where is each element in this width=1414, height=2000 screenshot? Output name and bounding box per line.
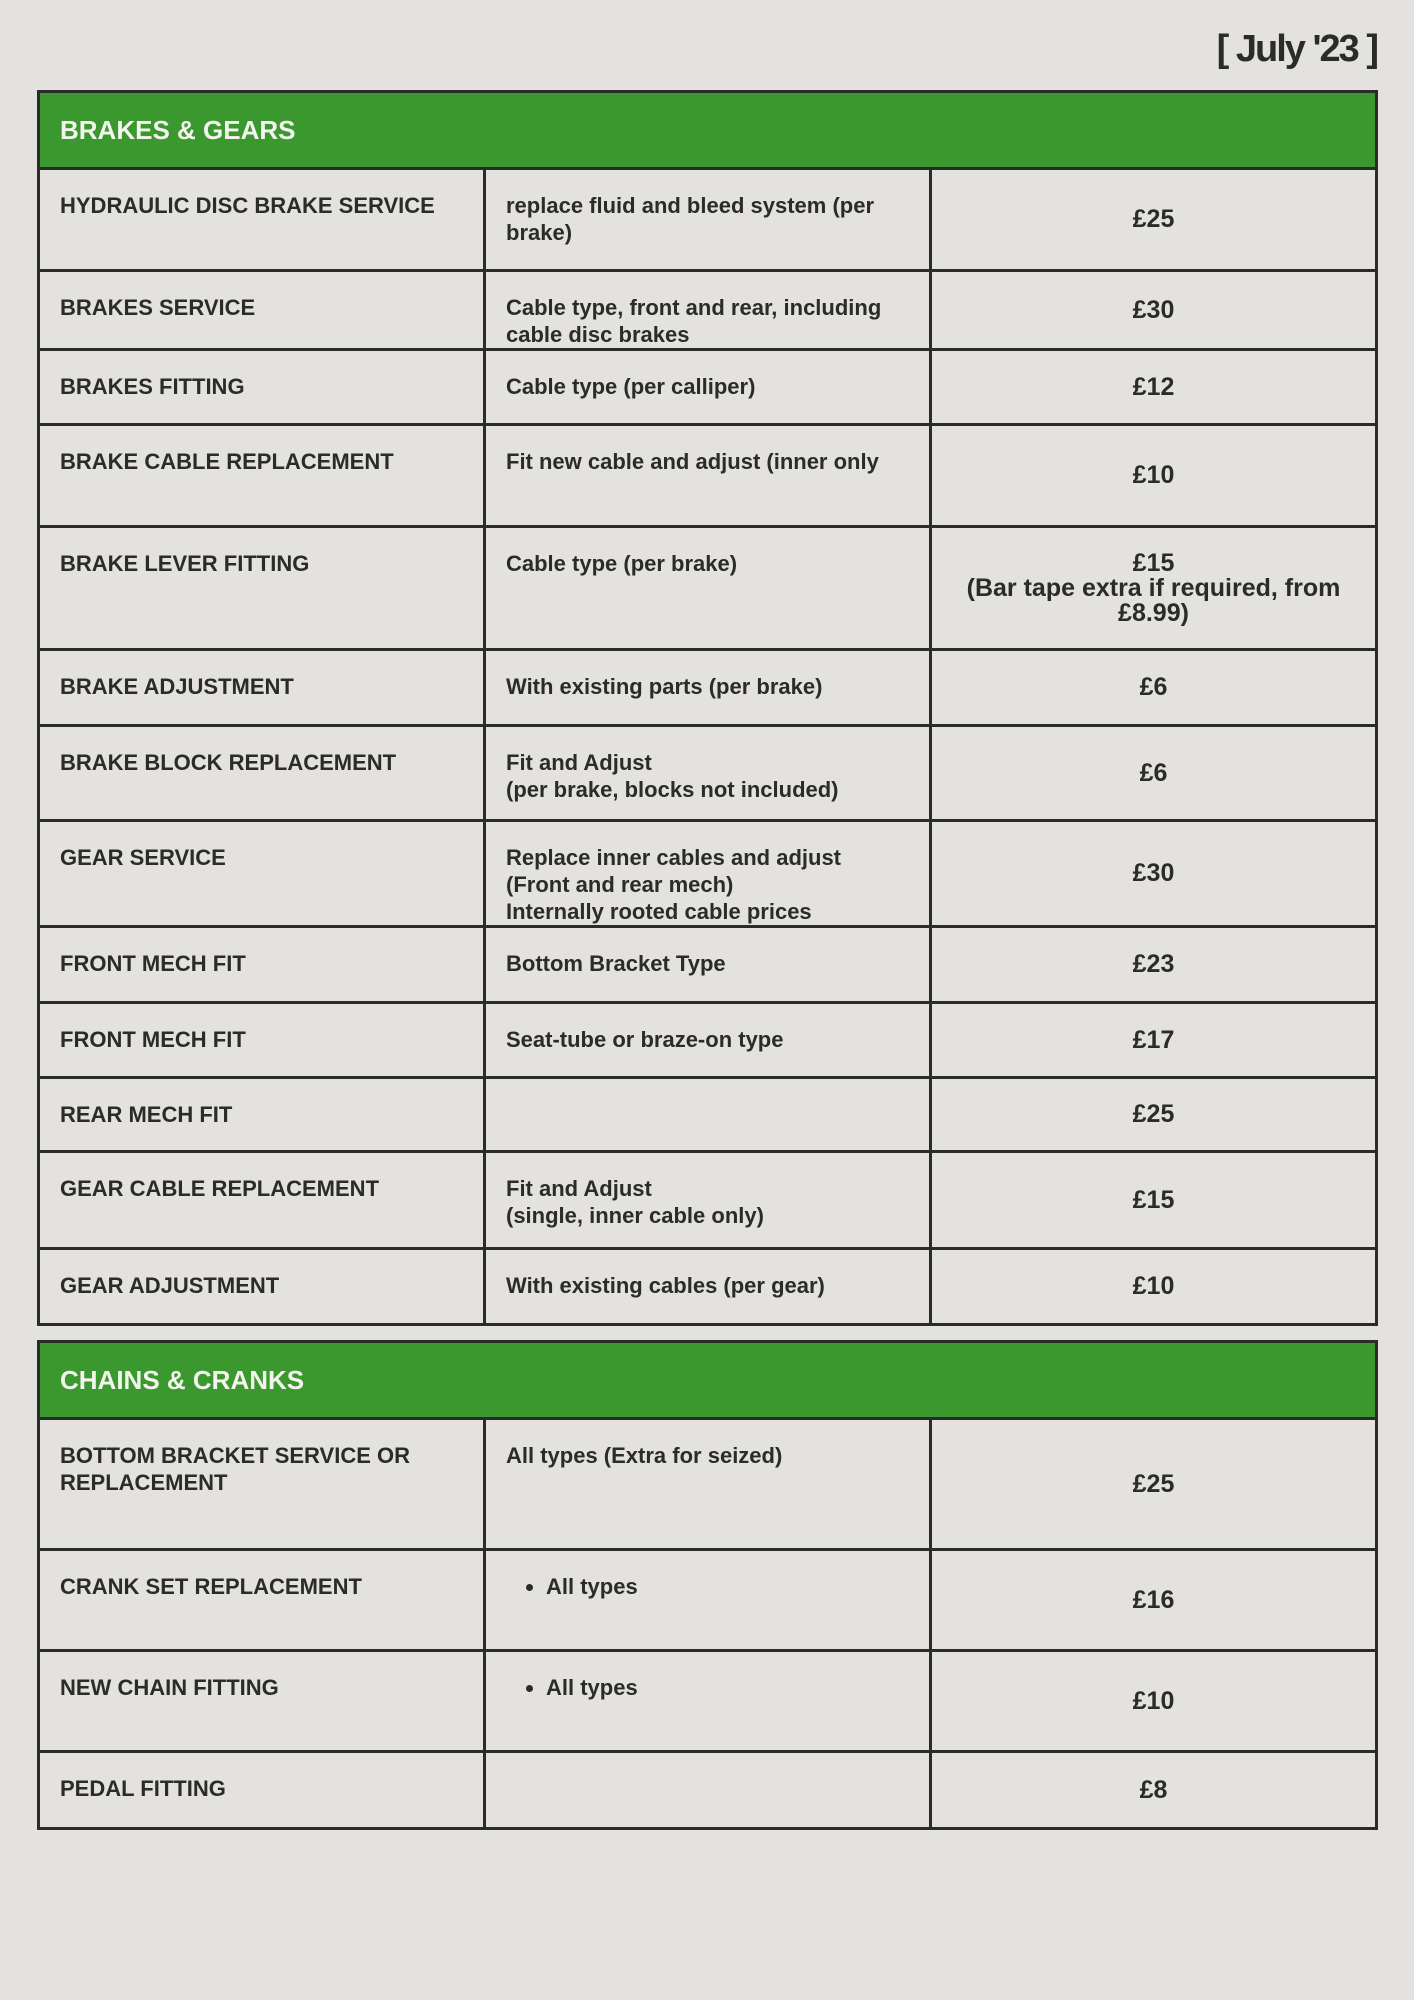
table-row [39, 1752, 1377, 1829]
service-name: HYDRAULIC DISC BRAKE SERVICE [39, 169, 485, 271]
price-value: £15 [1132, 548, 1175, 577]
description-text: Fit new cable and adjust (inner only [506, 449, 879, 474]
description-text: Replace inner cables and adjust (Front and rear mech) Internally rooted cable prices [506, 845, 842, 924]
price-value: £25 [1132, 1469, 1175, 1498]
price-value: £23 [1132, 950, 1175, 978]
service-price [931, 1419, 1377, 1550]
service-description [485, 1078, 931, 1152]
table-row [39, 821, 1377, 927]
service-price [931, 1003, 1377, 1078]
bullet-item: • All types [546, 1674, 909, 1701]
service-name: BRAKES FITTING [39, 350, 485, 425]
description-text: With existing cables (per gear) [506, 1273, 825, 1298]
description-text: Fit and Adjust (per brake, blocks not included) [506, 750, 839, 802]
price-value: £15 [1132, 1185, 1175, 1214]
service-price [931, 527, 1377, 650]
service-price [931, 726, 1377, 821]
price-value: £10 [1132, 1272, 1175, 1300]
section-title: CHAINS & CRANKS [39, 1342, 1377, 1419]
service-description [485, 425, 931, 527]
service-price [931, 1550, 1377, 1651]
service-price [931, 350, 1377, 425]
service-price [931, 1752, 1377, 1829]
table-row [39, 350, 1377, 425]
description-text: replace fluid and bleed system (per brake) [506, 193, 875, 245]
price-value: £10 [1132, 1686, 1175, 1715]
service-description [485, 1152, 931, 1249]
service-name: NEW CHAIN FITTING [39, 1651, 485, 1752]
date-label: [ July '23 ] [1216, 28, 1377, 70]
service-name: BRAKE CABLE REPLACEMENT [39, 425, 485, 527]
service-description [485, 350, 931, 425]
service-name: REAR MECH FIT [39, 1078, 485, 1152]
service-description [485, 650, 931, 726]
price-value: £10 [1132, 461, 1175, 489]
service-price [931, 1152, 1377, 1249]
service-description [485, 726, 931, 821]
table-row [39, 650, 1377, 726]
price-value: £25 [1132, 1100, 1175, 1128]
service-price [931, 271, 1377, 350]
service-description [485, 1249, 931, 1325]
service-description [485, 821, 931, 927]
service-name: GEAR CABLE REPLACEMENT [39, 1152, 485, 1249]
description-text: Bottom Bracket Type [506, 951, 726, 976]
service-name: BRAKE ADJUSTMENT [39, 650, 485, 726]
price-value: £8 [1139, 1775, 1168, 1804]
description-text: Cable type (per calliper) [506, 374, 756, 399]
service-description [485, 927, 931, 1003]
service-price [931, 1249, 1377, 1325]
section-title: BRAKES & GEARS [39, 92, 1377, 169]
service-price [931, 169, 1377, 271]
description-text: Fit and Adjust (single, inner cable only) [506, 1176, 764, 1228]
service-price [931, 1651, 1377, 1752]
price-value: £30 [1132, 295, 1175, 324]
service-name: BRAKES SERVICE [39, 271, 485, 350]
service-description [485, 1419, 931, 1550]
brakes-gears-table [37, 90, 1378, 1326]
service-description [485, 1752, 931, 1829]
bullet-item: • All types [546, 1573, 909, 1600]
description-text: Cable type, front and rear, including cable disc brakes [506, 295, 882, 347]
service-price [931, 821, 1377, 927]
service-price [931, 927, 1377, 1003]
price-value: £30 [1132, 859, 1175, 887]
service-price [931, 425, 1377, 527]
service-description [485, 1003, 931, 1078]
table-row [39, 271, 1377, 350]
service-price [931, 650, 1377, 726]
service-name: FRONT MECH FIT [39, 1003, 485, 1078]
service-name: GEAR SERVICE [39, 821, 485, 927]
service-name: CRANK SET REPLACEMENT [39, 1550, 485, 1651]
service-name: GEAR ADJUSTMENT [39, 1249, 485, 1325]
price-value: £16 [1132, 1585, 1175, 1614]
chains-cranks-table [37, 1340, 1378, 1830]
service-name: BOTTOM BRACKET SERVICE OR REPLACEMENT [39, 1419, 485, 1550]
price-note: (Bar tape extra if required, from £8.99) [966, 573, 1341, 627]
description-text: All types (Extra for seized) [506, 1443, 783, 1468]
service-description [485, 169, 931, 271]
table-row [39, 425, 1377, 527]
price-value: £25 [1132, 205, 1175, 233]
price-value: £6 [1139, 673, 1168, 701]
table-row [39, 726, 1377, 821]
service-name: BRAKE LEVER FITTING [39, 527, 485, 650]
service-description [485, 527, 931, 650]
service-name: FRONT MECH FIT [39, 927, 485, 1003]
price-value: £17 [1132, 1025, 1175, 1054]
price-value: £6 [1139, 758, 1168, 787]
price-value: £12 [1132, 372, 1175, 401]
table-row [39, 1152, 1377, 1249]
service-name: BRAKE BLOCK REPLACEMENT [39, 726, 485, 821]
table-row [39, 1550, 1377, 1651]
service-name: PEDAL FITTING [39, 1752, 485, 1829]
description-text: Seat-tube or braze-on type [506, 1027, 784, 1052]
service-description [485, 1651, 931, 1752]
service-price [931, 1078, 1377, 1152]
table-row [39, 527, 1377, 650]
table-row [39, 1651, 1377, 1752]
service-description [485, 1550, 931, 1651]
table-row [39, 1249, 1377, 1325]
table-row [39, 1419, 1377, 1550]
table-row [39, 927, 1377, 1003]
description-text: Cable type (per brake) [506, 551, 738, 576]
table-row [39, 1078, 1377, 1152]
description-text: With existing parts (per brake) [506, 674, 823, 699]
service-description [485, 271, 931, 350]
table-row [39, 1003, 1377, 1078]
table-row [39, 169, 1377, 271]
